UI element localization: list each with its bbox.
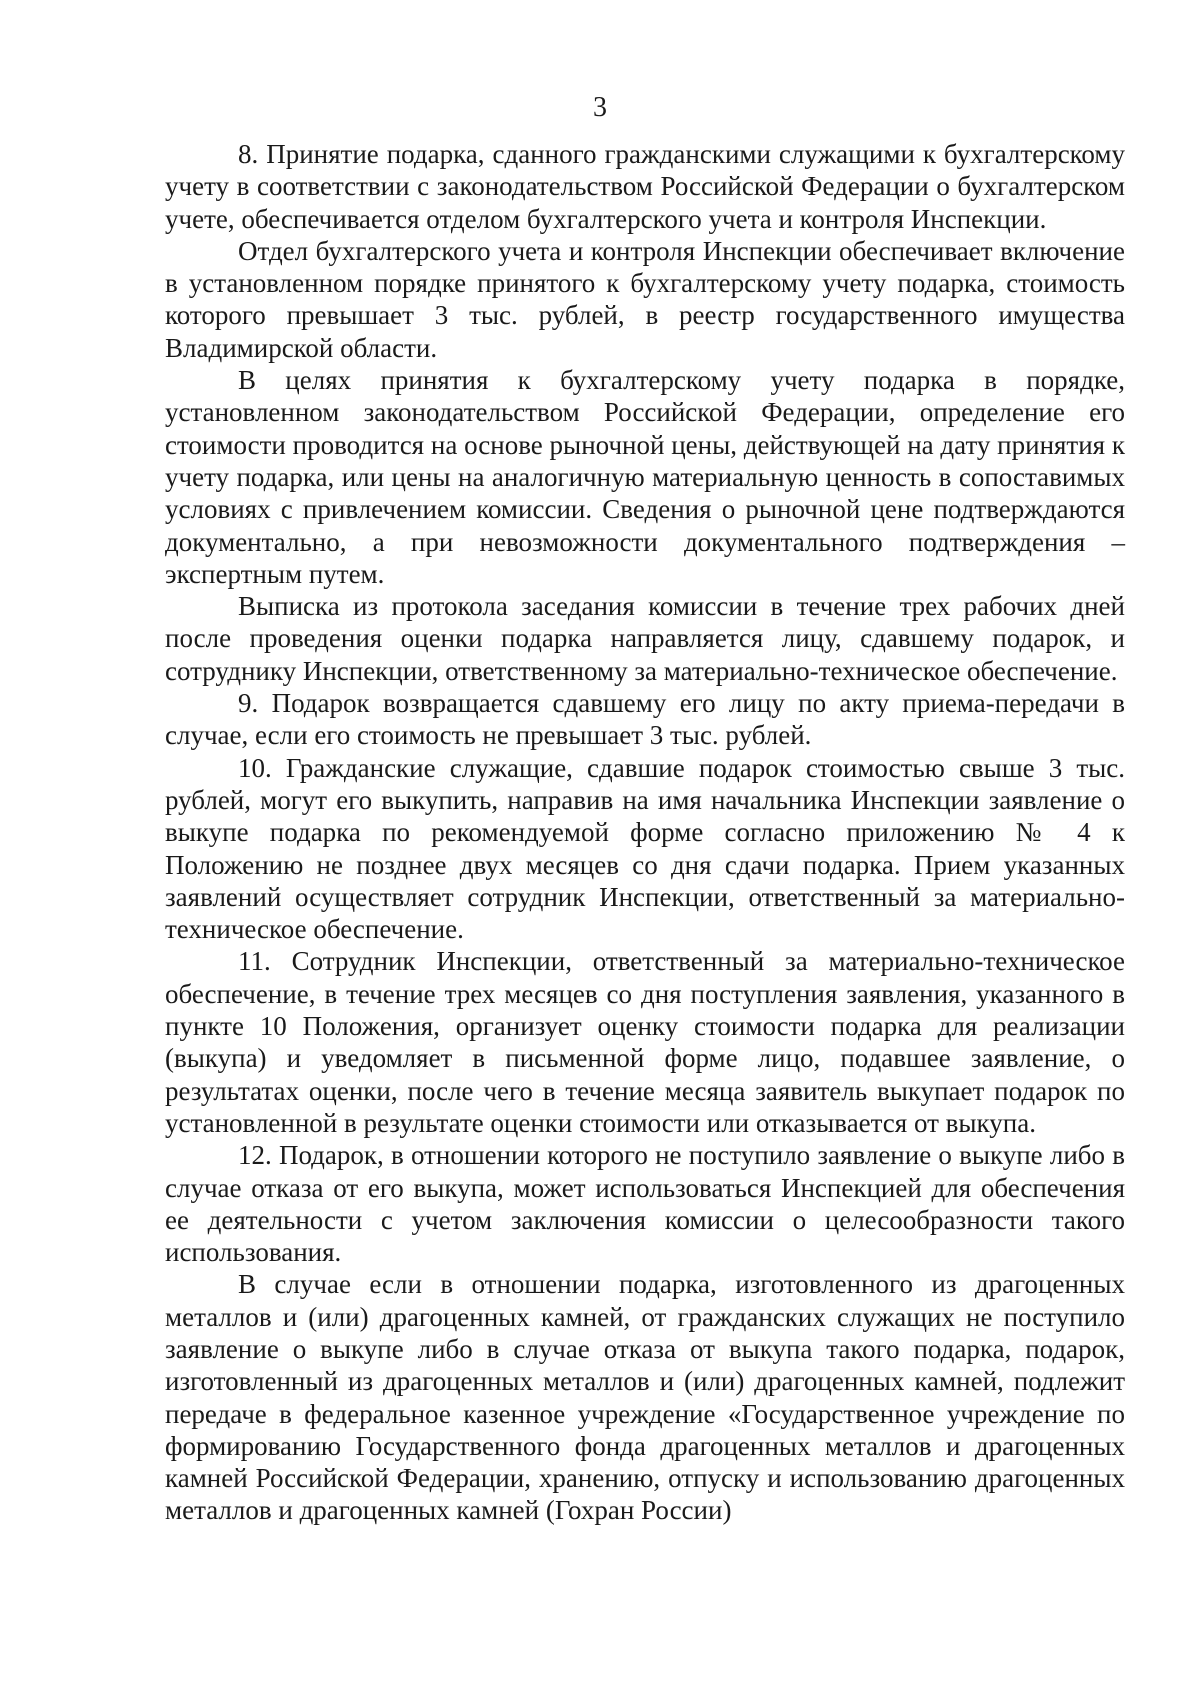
paragraph-8: 8. Принятие подарка, сданного гражданскими служащими к бухгалтерскому учету в соответствии с законодательством Российской Федерации о бухгалтерском учете, обеспечивается отделом бухгалтерского учета и контроля Инспекции.: [165, 139, 1125, 234]
paragraph-valuation: В целях принятия к бухгалтерскому учету подарка в порядке, установленном законодательством Российской Федерации, определение его стоимости проводится на основе рыночной цены, действующей на дату принятия к учету подарка, или цены на аналогичную материальную ценность в сопоставимых условиях с привлечением комиссии. Сведения о рыночной цене подтверждаются документально, а при невозможности документального подтверждения – экспертным путем.: [165, 365, 1125, 589]
paragraph-12: 12. Подарок, в отношении которого не поступило заявление о выкупе либо в случае отказа от его выкупа, может использоваться Инспекцией для обеспечения ее деятельности с учетом заключения комиссии о целесообразности такого использования.: [165, 1140, 1125, 1268]
paragraph-precious-metals: В случае если в отношении подарка, изготовленного из драгоценных металлов и (или) драгоценных камней, от гражданских служащих не поступило заявление о выкупе либо в случае отказа от выкупа такого подарка, подарок, изготовленный из драгоценных металлов и (или) драгоценных камней, подлежит передаче в федеральное казенное учреждение «Государственное учреждение по формированию Государственного фонда драгоценных металлов и драгоценных камней Российской Федерации, хранению, отпуску и использованию драгоценных металлов и драгоценных камней (Гохран России): [165, 1269, 1125, 1526]
paragraph-protocol-extract: Выписка из протокола заседания комиссии в течение трех рабочих дней после проведения оценки подарка направляется лицу, сдавшему подарок, и сотруднику Инспекции, ответственному за материально-техническое обеспечение.: [165, 591, 1125, 686]
paragraph-10: 10. Гражданские служащие, сдавшие подарок стоимостью свыше 3 тыс. рублей, могут его выкупить, направив на имя начальника Инспекции заявление о выкупе подарка по рекомендуемой форме согласно приложению № 4 к Положению не позднее двух месяцев со дня сдачи подарка. Прием указанных заявлений осуществляет сотрудник Инспекции, ответственный за материально-техническое обеспечение.: [165, 752, 1125, 945]
document-body: [165, 138, 1125, 1527]
page-number: 3: [593, 92, 607, 123]
paragraph-11: 11. Сотрудник Инспекции, ответственный за материально-техническое обеспечение, в течение трех месяцев со дня поступления заявления, указанного в пункте 10 Положения, организует оценку стоимости подарка для реализации (выкупа) и уведомляет в письменной форме лицо, подавшее заявление, о результатах оценки, после чего в течение месяца заявитель выкупает подарок по установленной в результате оценки стоимости или отказывается от выкупа.: [165, 946, 1125, 1138]
paragraph-9: 9. Подарок возвращается сдавшему его лицу по акту приема-передачи в случае, если его стоимость не превышает 3 тыс. рублей.: [165, 688, 1125, 751]
paragraph-accounting-registry: Отдел бухгалтерского учета и контроля Инспекции обеспечивает включение в установленном порядке принятого к бухгалтерскому учету подарка, стоимость которого превышает 3 тыс. рублей, в реестр государственного имущества Владимирской области.: [165, 235, 1125, 363]
